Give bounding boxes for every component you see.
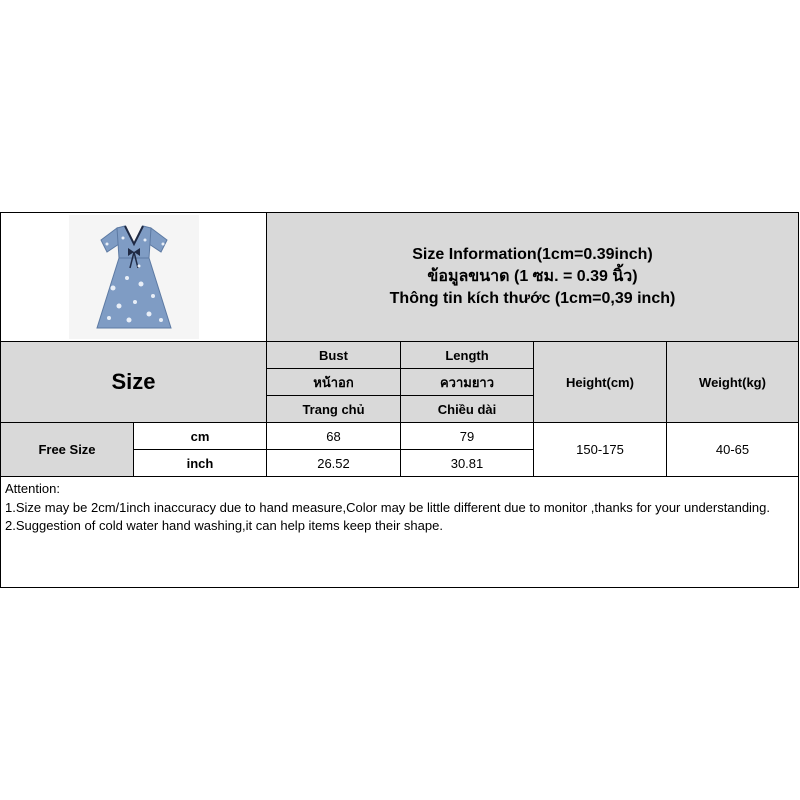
bust-inch-value: 26.52: [266, 449, 401, 477]
length-cm-value: 79: [400, 422, 534, 450]
title-line-thai: ข้อมูลขนาด (1 ซม. = 0.39 นิ้ว): [427, 268, 638, 285]
attention-notes: [0, 476, 799, 588]
weight-header: Weight(kg): [666, 341, 799, 423]
length-header-vi: Chiều dài: [400, 395, 534, 423]
title-line-vietnamese: Thông tin kích thước (1cm=0,39 inch): [389, 290, 676, 307]
notes-item-2: 2.Suggestion of cold water hand washing,it can help items keep their shape.: [5, 518, 443, 533]
bust-header-vi: Trang chủ: [266, 395, 401, 423]
weight-value: 40-65: [666, 422, 799, 477]
product-image: [69, 215, 199, 339]
notes-heading: Attention:: [5, 481, 60, 496]
size-info-title: [266, 212, 799, 342]
length-header-th: ความยาว: [400, 368, 534, 396]
bust-cm-value: 68: [266, 422, 401, 450]
notes-item-1: 1.Size may be 2cm/1inch inaccuracy due to hand measure,Color may be little different due to monitor ,thanks for your understanding.: [5, 499, 771, 515]
length-inch-value: 30.81: [400, 449, 534, 477]
free-size-label: Free Size: [0, 422, 134, 477]
dress-icon: [79, 218, 189, 336]
length-header-en: Length: [400, 341, 534, 369]
bust-header-en: Bust: [266, 341, 401, 369]
bust-header-th: หน้าอก: [266, 368, 401, 396]
size-chart-table: [0, 212, 799, 588]
height-header: Height(cm): [533, 341, 667, 423]
product-image-cell: [0, 212, 267, 342]
unit-cm: cm: [133, 422, 267, 450]
title-line-english: Size Information(1cm=0.39inch): [412, 246, 653, 263]
unit-inch: inch: [133, 449, 267, 477]
size-header: Size: [0, 341, 267, 423]
height-value: 150-175: [533, 422, 667, 477]
